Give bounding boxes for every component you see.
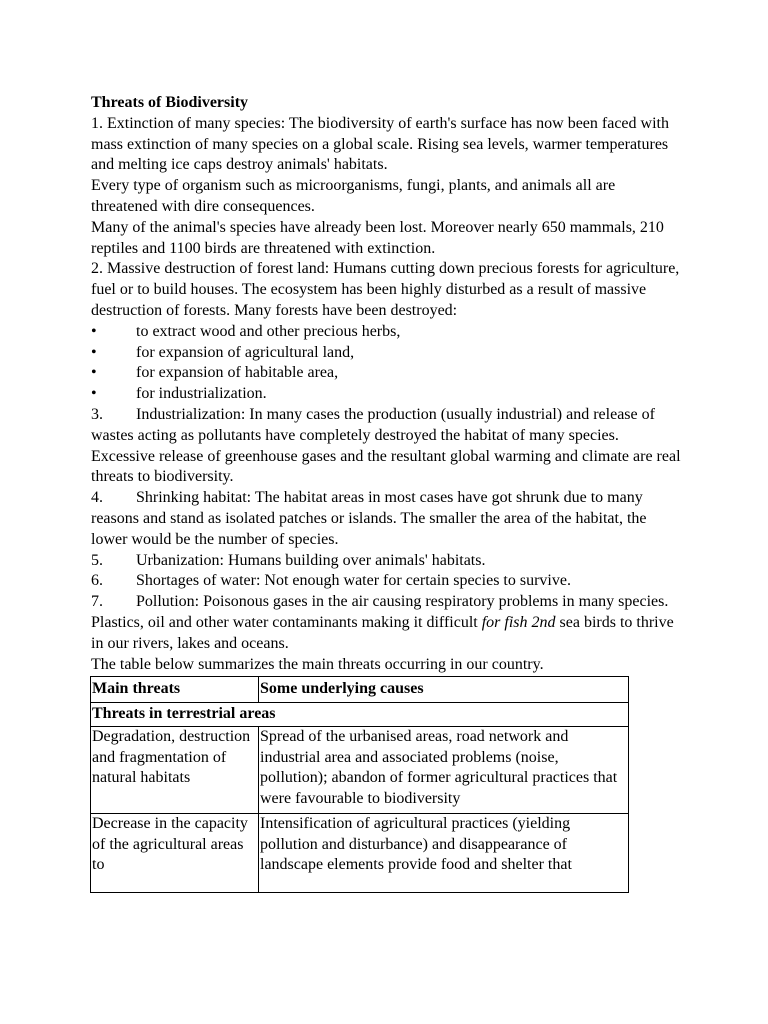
bullet-text: for industrialization. (136, 385, 267, 403)
table-header-row (91, 677, 629, 703)
bullet-mark: • (91, 385, 97, 403)
numbered-item-industrialization (91, 405, 681, 488)
table-cell-cause: Intensification of agricultural practices (yielding pollution and disturbance) and disappearance of landscape elements provide food and shelter that (259, 814, 629, 893)
table-cell-threat: Degradation, destruction and fragmentation of natural habitats (91, 727, 259, 814)
table-cell-cause: Spread of the urbanised areas, road network and industrial area and associated problems (noise, pollution); abandon of former agricultural practices that were favourable to biodiversity (259, 727, 629, 814)
item-text: Pollution: Poisonous gases in the air causing respiratory problems in many species. Plastics, oil and other water contaminants making it difficult (91, 593, 669, 631)
header-main-threats: Main threats (91, 677, 259, 703)
table-row (91, 814, 629, 893)
paragraph-forest-destruction: 2. Massive destruction of forest land: Humans cutting down precious forests for agriculture, fuel or to build houses. The ecosystem has been highly disturbed as a result of massive destruction of forests. Many forests have been destroyed: (91, 260, 680, 319)
bullet-item (91, 343, 681, 364)
document-body (91, 93, 681, 675)
bullet-text: for expansion of agricultural land, (136, 343, 355, 361)
item-number: 7. (91, 593, 103, 611)
item-number: 3. (91, 405, 103, 423)
item-number: 6. (91, 572, 103, 590)
bullet-mark: • (91, 364, 97, 382)
bullet-item (91, 384, 681, 405)
paragraph-extinction: 1. Extinction of many species: The biodiversity of earth's surface has now been faced with mass extinction of many species on a global scale. Rising sea levels, warmer temperatures and melting ice caps destroy animals' habitats. (91, 114, 669, 174)
bullet-mark: • (91, 343, 97, 361)
item-text: Urbanization: Humans building over animals' habitats. (136, 551, 486, 569)
item-number: 5. (91, 551, 103, 569)
document-title: Threats of Biodiversity (91, 94, 249, 111)
item-text: Industrialization: In many cases the production (usually industrial) and release of wastes acting as pollutants have completely destroyed the habitat of many species. Excessive release of greenhouse gases and the resultant global warming and climate are real threats to biodiversity. (91, 405, 681, 486)
threats-table (90, 676, 629, 893)
item-number: 4. (91, 489, 103, 507)
item-text: sea birds to thrive in our rivers, lakes and oceans. (91, 613, 674, 652)
table-cell-threat: Decrease in the capacity of the agricultural areas to (91, 814, 259, 893)
table-row (91, 727, 629, 814)
numbered-item-water-shortage (91, 571, 681, 592)
numbered-item-pollution (91, 592, 681, 654)
numbered-item-urbanization (91, 551, 681, 572)
table-section-row (91, 703, 629, 727)
numbered-item-shrinking-habitat (91, 488, 681, 550)
section-terrestrial: Threats in terrestrial areas (91, 703, 629, 727)
bullet-item (91, 322, 681, 343)
item-text: Shrinking habitat: The habitat areas in most cases have got shrunk due to many reasons and stand as isolated patches or islands. The smaller the area of the habitat, the lower would be the number of species. (91, 489, 647, 548)
paragraph-organisms: Every type of organism such as microorganisms, fungi, plants, and animals all are threatened with dire consequences. (91, 177, 616, 215)
bullet-text: to extract wood and other precious herbs, (136, 322, 401, 340)
paragraph-species-lost: Many of the animal's species have already been lost. Moreover nearly 650 mammals, 210 reptiles and 1100 birds are threatened with extinction. (91, 218, 664, 257)
bullet-text: for expansion of habitable area, (136, 364, 339, 382)
item-text-italic: for fish 2nd (481, 613, 556, 631)
bullet-mark: • (91, 322, 97, 340)
header-underlying-causes: Some underlying causes (259, 677, 629, 703)
bullet-item (91, 363, 681, 384)
item-text: Shortages of water: Not enough water for certain species to survive. (136, 572, 571, 590)
table-intro: The table below summarizes the main threats occurring in our country. (91, 655, 544, 673)
